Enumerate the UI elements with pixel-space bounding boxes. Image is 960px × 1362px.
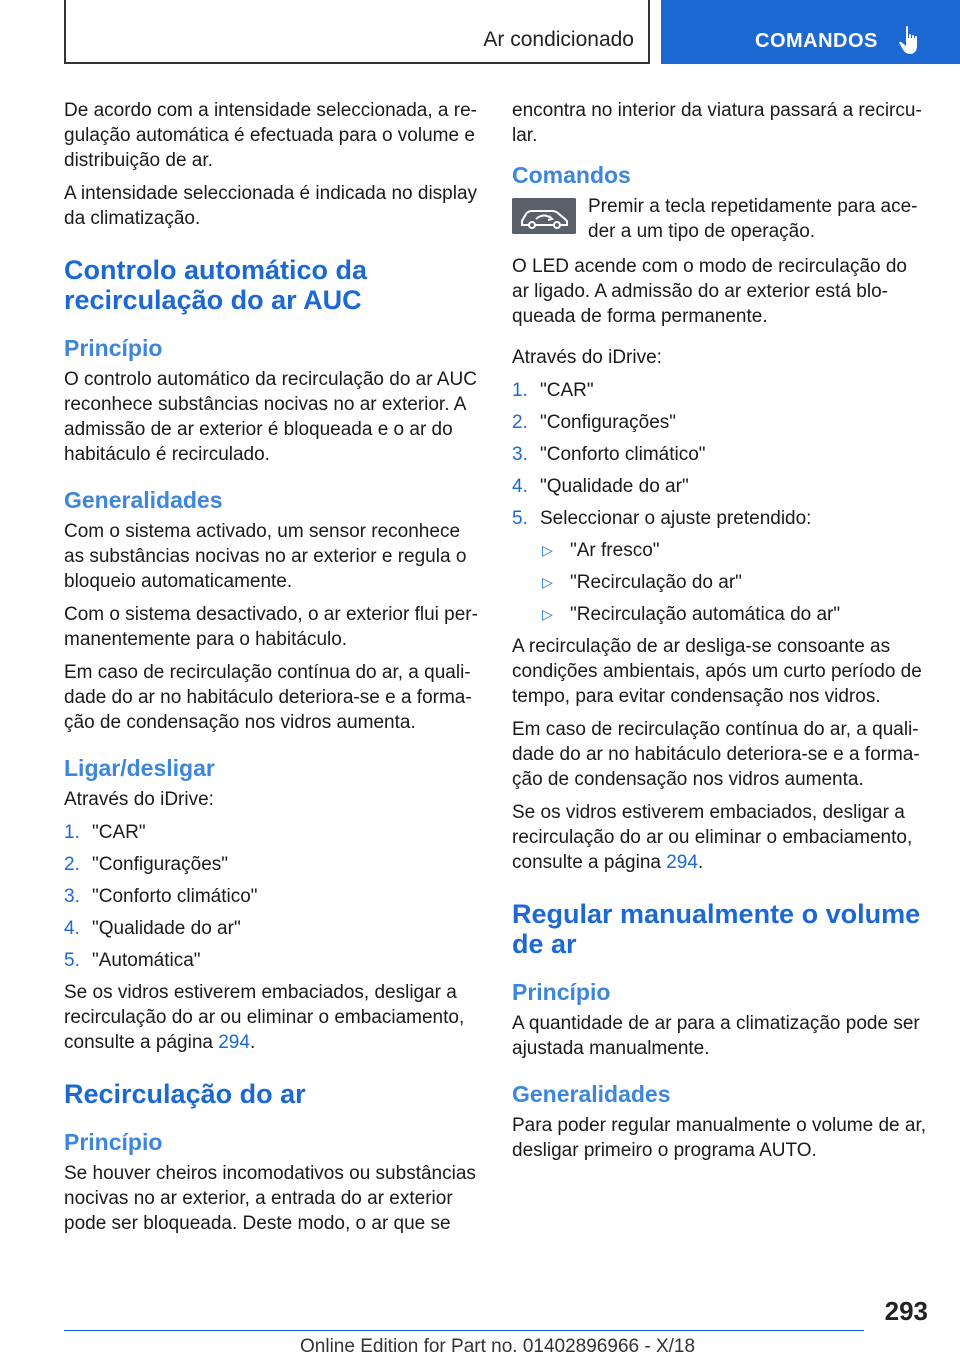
list-item <box>64 948 480 973</box>
step-text: "Qualidade do ar" <box>92 918 241 939</box>
step-text: "Configurações" <box>92 854 229 875</box>
vidros-paragraph <box>64 980 480 1055</box>
step-text: "Conforto climático" <box>92 886 258 907</box>
principio-heading: Princípio <box>64 335 163 361</box>
section-title: Ar condicionado <box>483 28 634 51</box>
edition-text: Online Edition for Part no. 01402896966 - X/18 <box>300 1336 696 1357</box>
vidros-paragraph-right <box>512 800 928 875</box>
principio-heading-2: Princípio <box>64 1129 163 1155</box>
step-number: 1. <box>512 380 528 401</box>
header-section-box <box>64 0 650 64</box>
step-number: 2. <box>512 412 528 433</box>
auc-heading: Controlo automático da recirculação do ar AUC <box>64 255 367 315</box>
intensity-paragraph: A intensidade seleccionada é indicada no display da climatização. <box>64 183 478 229</box>
triangle-bullet-icon: ▷ <box>542 606 553 622</box>
step-text: Seleccionar o ajuste pretendido: <box>540 508 812 529</box>
list-item <box>512 570 928 595</box>
step-number: 5. <box>64 950 80 971</box>
generalidades-heading-right: Generalidades <box>512 1081 671 1107</box>
list-item <box>512 506 928 531</box>
option-text: "Recirculação do ar" <box>570 572 742 593</box>
page-link[interactable]: 294 <box>218 1032 250 1053</box>
option-text: "Recirculação automática do ar" <box>570 604 841 625</box>
generalidades-paragraph-2: Com o sistema desactivado, o ar exterior flui permanentemente para o habitáculo. <box>64 604 478 650</box>
page-number: 293 <box>884 1296 928 1326</box>
option-sublist <box>512 538 928 627</box>
vidros-end: . <box>249 1032 256 1053</box>
generalidades-paragraph-1: Com o sistema activado, um sensor reconhece as substâncias nocivas no ar exterior e regula o bloqueio automaticamente. <box>64 521 467 592</box>
principio-paragraph-right: A quantidade de ar para a climatização pode ser ajustada manualmente. <box>512 1013 920 1059</box>
generalidades-heading: Generalidades <box>64 487 223 513</box>
continuation-paragraph: encontra no interior da viatura passará a recircular. <box>512 100 922 146</box>
option-text: "Ar fresco" <box>570 540 660 561</box>
list-item <box>512 602 928 627</box>
vidros-text: Se os vidros estiverem embaciados, desligar a recirculação do ar ou eliminar o embaciamento, consulte a página <box>512 802 913 873</box>
comandos-heading: Comandos <box>512 162 631 188</box>
car-recirculation-icon <box>512 198 576 234</box>
vidros-text: Se os vidros estiverem embaciados, desligar a recirculação do ar ou eliminar o embaciamento, consulte a página <box>64 982 465 1053</box>
list-item <box>512 538 928 563</box>
recirculacao-heading: Recirculação do ar <box>64 1079 306 1109</box>
idrive-intro-right: Através do iDrive: <box>512 347 662 368</box>
step-number: 1. <box>64 822 80 843</box>
list-item <box>64 916 480 941</box>
page-link[interactable]: 294 <box>666 852 698 873</box>
step-number: 5. <box>512 508 528 529</box>
left-column <box>64 98 480 1244</box>
chapter-tab[interactable] <box>661 0 960 64</box>
list-item <box>64 884 480 909</box>
list-item <box>512 442 928 467</box>
idrive-steps-list-right <box>512 378 928 531</box>
step-number: 3. <box>512 444 528 465</box>
command-row <box>512 194 928 246</box>
triangle-bullet-icon: ▷ <box>542 574 553 590</box>
regular-heading: Regular manualmente o volume de ar <box>512 899 921 959</box>
command-text: Premir a tecla repetidamente para aceder a um tipo de operação. <box>588 196 918 242</box>
principio-paragraph: O controlo automático da recirculação do ar AUC reconhece substâncias nocivas no ar exterior. A admissão de ar exterior é bloqueada e o ar do habitáculo é recirculado. <box>64 369 477 465</box>
list-item <box>64 820 480 845</box>
principio-heading-right: Princípio <box>512 979 611 1005</box>
generalidades-paragraph-right: Para poder regular manualmente o volume de ar, desligar primeiro o programa AUTO. <box>512 1115 927 1161</box>
step-number: 3. <box>64 886 80 907</box>
triangle-bullet-icon: ▷ <box>542 542 553 558</box>
step-number: 4. <box>512 476 528 497</box>
principio-paragraph-2: Se houver cheiros incomodativos ou substâncias nocivas no ar exterior, a entrada do ar exterior pode ser bloqueada. Deste modo, o ar que se <box>64 1163 476 1234</box>
step-text: "Qualidade do ar" <box>540 476 689 497</box>
footer-divider <box>64 1330 864 1331</box>
step-text: "Automática" <box>92 950 201 971</box>
step-text: "CAR" <box>92 822 146 843</box>
step-number: 4. <box>64 918 80 939</box>
desliga-paragraph: A recirculação de ar desliga-se consoante as condições ambientais, após um curto período de tempo, para evitar condensação nos vidros. <box>512 636 922 707</box>
step-number: 2. <box>64 854 80 875</box>
pointing-hand-icon <box>897 24 925 56</box>
idrive-steps-list <box>64 820 480 973</box>
list-item <box>64 852 480 877</box>
continua-paragraph: Em caso de recirculação contínua do ar, a qualidade do ar no habitáculo deteriora-se e a formação de condensação nos vidros aumenta. <box>512 719 920 790</box>
step-text: "Configurações" <box>540 412 677 433</box>
vidros-end: . <box>697 852 704 873</box>
intro-paragraph: De acordo com a intensidade seleccionada, a regulação automática é efectuada para o volume e distribuição de ar. <box>64 100 477 171</box>
idrive-intro: Através do iDrive: <box>64 789 214 810</box>
list-item <box>512 474 928 499</box>
right-column <box>512 98 928 1171</box>
ligar-desligar-heading: Ligar/desligar <box>64 755 215 781</box>
generalidades-paragraph-3: Em caso de recirculação contínua do ar, a qualidade do ar no habitáculo deteriora-se e a formação de condensação nos vidros aumenta. <box>64 662 472 733</box>
list-item <box>512 410 928 435</box>
led-paragraph: O LED acende com o modo de recirculação do ar ligado. A admissão do ar exterior está bloqueada de forma permanente. <box>512 256 907 327</box>
chapter-tab-label: COMANDOS <box>755 30 878 52</box>
step-text: "Conforto climático" <box>540 444 706 465</box>
list-item <box>512 378 928 403</box>
step-text: "CAR" <box>540 380 594 401</box>
